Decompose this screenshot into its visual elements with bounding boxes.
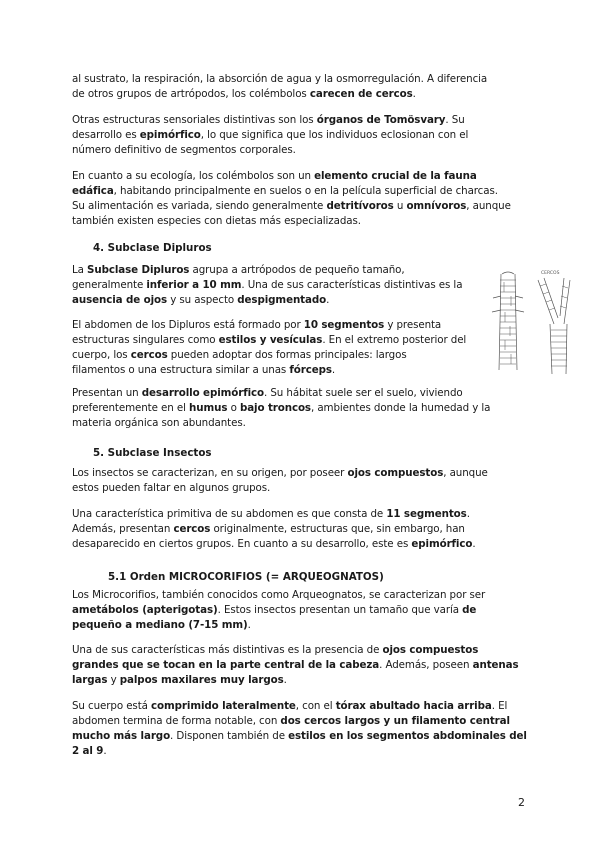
bold-text: 10 segmentos bbox=[303, 319, 385, 331]
text-run: . bbox=[326, 294, 330, 306]
bold-text: órganos de Tomösvary bbox=[316, 114, 446, 126]
paragraph bbox=[72, 386, 490, 431]
text-run: estos pueden faltar en algunos grupos. bbox=[72, 482, 271, 494]
paragraph bbox=[72, 699, 527, 759]
text-run: estructuras singulares como bbox=[72, 334, 219, 346]
text-run: , aunque bbox=[466, 200, 511, 212]
text-run: . En el extremo posterior del bbox=[322, 334, 467, 346]
bold-text: cercos bbox=[173, 523, 211, 535]
bold-text: comprimido lateralmente bbox=[151, 700, 296, 712]
text-run: Otras estructuras sensoriales distintivas son los bbox=[72, 114, 317, 126]
text-run: , aunque bbox=[443, 467, 488, 479]
text-run: . Además, poseen bbox=[379, 659, 473, 671]
paragraph bbox=[72, 466, 488, 496]
bold-text: mucho más largo bbox=[72, 730, 171, 742]
figure-label: CERCOS bbox=[541, 271, 560, 276]
text-run: de otros grupos de artrópodos, los colémbolos bbox=[72, 88, 310, 100]
text-run: , ambientes donde la humedad y la bbox=[310, 402, 491, 414]
text-run: o bbox=[227, 402, 240, 414]
paragraph bbox=[72, 263, 462, 308]
bold-text: fórceps bbox=[289, 364, 332, 376]
text-run: . bbox=[472, 538, 476, 550]
section-heading-microcorifios: 5.1 Orden MICROCORIFIOS (= ARQUEOGNATOS) bbox=[108, 571, 384, 583]
bold-text: antenas bbox=[472, 659, 519, 671]
text-run: también existen especies con dietas más especializadas. bbox=[72, 215, 361, 227]
section-heading-insectos: 5. Subclase Insectos bbox=[93, 447, 212, 459]
text-run: , lo que significa que los individuos eclosionan con el bbox=[200, 129, 469, 141]
bold-text: ojos compuestos bbox=[347, 467, 444, 479]
paragraph bbox=[72, 169, 511, 229]
text-run: número definitivo de segmentos corporales. bbox=[72, 144, 296, 156]
paragraph bbox=[72, 507, 476, 552]
bold-text: inferior a 10 mm bbox=[146, 279, 242, 291]
text-run: y bbox=[107, 674, 120, 686]
text-run: . bbox=[331, 364, 336, 376]
text-run: u bbox=[393, 200, 407, 212]
text-run: . Disponen también de bbox=[170, 730, 289, 742]
text-run: . bbox=[247, 619, 251, 631]
bold-text: estilos y vesículas bbox=[218, 334, 323, 346]
text-run: . bbox=[466, 508, 470, 520]
bold-text: 2 al 9 bbox=[72, 745, 104, 757]
paragraph bbox=[72, 643, 519, 688]
text-run: . bbox=[412, 88, 416, 100]
paragraph bbox=[72, 72, 487, 102]
paragraph bbox=[72, 318, 466, 378]
bold-text: de bbox=[462, 604, 477, 616]
text-run: . Una de sus características distintivas es la bbox=[241, 279, 463, 291]
paragraph bbox=[72, 588, 485, 633]
text-run: En cuanto a su ecología, los colémbolos son un bbox=[72, 170, 315, 182]
text-run: preferentemente en el bbox=[72, 402, 190, 414]
bold-text: 11 segmentos bbox=[386, 508, 467, 520]
bold-text: Subclase Dipluros bbox=[87, 264, 190, 276]
text-run: . Estos insectos presentan un tamaño que varía bbox=[217, 604, 463, 616]
text-run: Presentan un bbox=[72, 387, 142, 399]
bold-text: epimórfico bbox=[139, 129, 201, 141]
text-run: desaparecido en ciertos grupos. En cuanto a su desarrollo, este es bbox=[72, 538, 412, 550]
text-run: . bbox=[103, 745, 107, 757]
bold-text: carecen de cercos bbox=[309, 88, 413, 100]
text-run: generalmente bbox=[72, 279, 147, 291]
text-run: y presenta bbox=[384, 319, 442, 331]
bold-text: humus bbox=[189, 402, 228, 414]
bold-text: desarrollo epimórfico bbox=[141, 387, 265, 399]
text-run: filamentos o una estructura similar a unas bbox=[72, 364, 290, 376]
text-run: cuerpo, los bbox=[72, 349, 131, 361]
text-run: . Su bbox=[445, 114, 465, 126]
bold-text: grandes que se tocan en la parte central de la cabeza bbox=[72, 659, 380, 671]
bold-text: palpos maxilares muy largos bbox=[119, 674, 284, 686]
text-run: , con el bbox=[295, 700, 336, 712]
bold-text: edáfica bbox=[72, 185, 114, 197]
text-run: Su cuerpo está bbox=[72, 700, 152, 712]
bold-text: ausencia de ojos bbox=[72, 294, 168, 306]
text-run: agrupa a artrópodos de pequeño tamaño, bbox=[189, 264, 405, 276]
bold-text: dos cercos largos y un filamento central bbox=[280, 715, 510, 727]
text-run: Una de sus características más distintivas es la presencia de bbox=[72, 644, 383, 656]
text-run: abdomen termina de forma notable, con bbox=[72, 715, 281, 727]
bold-text: cercos bbox=[130, 349, 168, 361]
text-run: . Su hábitat suele ser el suelo, viviendo bbox=[264, 387, 463, 399]
diplura-drawing bbox=[488, 266, 572, 378]
bold-text: ametábolos (apterigotas) bbox=[72, 604, 218, 616]
text-run: Su alimentación es variada, siendo generalmente bbox=[72, 200, 327, 212]
bold-text: tórax abultado hacia arriba bbox=[335, 700, 492, 712]
page-number: 2 bbox=[518, 796, 525, 809]
section-heading-dipluros: 4. Subclase Dipluros bbox=[93, 242, 212, 254]
text-run: pueden adoptar dos formas principales: largos bbox=[167, 349, 407, 361]
bold-text: bajo troncos bbox=[239, 402, 311, 414]
bold-text: pequeño a mediano (7-15 mm) bbox=[72, 619, 248, 631]
text-run: y su aspecto bbox=[167, 294, 238, 306]
bold-text: largas bbox=[72, 674, 108, 686]
text-run: Los Microcorifios, también conocidos como Arqueognatos, se caracterizan por ser bbox=[72, 589, 486, 601]
bold-text: elemento crucial de la fauna bbox=[314, 170, 477, 182]
text-run: Los insectos se caracterizan, en su origen, por poseer bbox=[72, 467, 348, 479]
bold-text: estilos en los segmentos abdominales del bbox=[288, 730, 527, 742]
paragraph bbox=[72, 113, 468, 158]
text-run: La bbox=[72, 264, 88, 276]
bold-text: detritívoros bbox=[326, 200, 394, 212]
text-run: . bbox=[283, 674, 287, 686]
bold-text: despigmentado bbox=[237, 294, 327, 306]
text-run: originalmente, estructuras que, sin embargo, han bbox=[210, 523, 465, 535]
text-run: Una característica primitiva de su abdomen es que consta de bbox=[72, 508, 387, 520]
text-run: al sustrato, la respiración, la absorción de agua y la osmorregulación. A diferencia bbox=[72, 73, 488, 85]
bold-text: omnívoros bbox=[406, 200, 467, 212]
bold-text: ojos compuestos bbox=[382, 644, 479, 656]
diplura-illustration bbox=[488, 266, 572, 378]
text-run: , habitando principalmente en suelos o en la película superficial de charcas. bbox=[113, 185, 498, 197]
text-run: Además, presentan bbox=[72, 523, 174, 535]
text-run: materia orgánica son abundantes. bbox=[72, 417, 246, 429]
text-run: desarrollo es bbox=[72, 129, 140, 141]
text-run: El abdomen de los Dipluros está formado por bbox=[72, 319, 304, 331]
bold-text: epimórfico bbox=[411, 538, 473, 550]
text-run: . El bbox=[491, 700, 508, 712]
